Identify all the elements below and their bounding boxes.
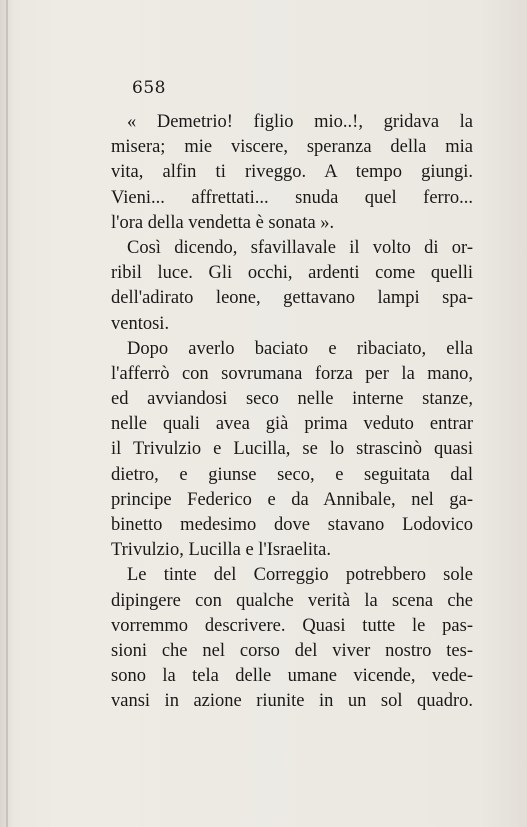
text-line: il Trivulzio e Lucilla, se lo strascinò quasi — [111, 439, 473, 460]
text-line: vorremmo descrivere. Quasi tutte le pas- — [111, 615, 473, 636]
text-line: dipingere con qualche verità la scena che — [111, 590, 473, 611]
text-line: l'afferrò con sovrumana forza per la mano, — [111, 363, 473, 384]
page-gutter — [6, 0, 8, 827]
text-line: Trivulzio, Lucilla e l'Israelita. — [111, 540, 331, 561]
text-line: Vieni... affrettati... snuda quel ferro... — [111, 187, 473, 208]
text-line: sioni che nel corso del viver nostro tes- — [111, 640, 473, 661]
text-line: dell'adirato leone, gettavano lampi spa- — [111, 288, 473, 309]
text-line: Le tinte del Correggio potrebbero sole — [127, 565, 473, 586]
page-number: 658 — [132, 78, 166, 98]
text-line: ventosi. — [111, 313, 170, 334]
text-line: Così dicendo, sfavillavale il volto di or- — [127, 237, 473, 258]
text-line: dietro, e giunse seco, e seguitata dal — [111, 464, 473, 485]
text-line: vita, alfin ti riveggo. A tempo giungi. — [111, 162, 473, 183]
text-line: l'ora della vendetta è sonata ». — [111, 212, 335, 233]
text-line: ribil luce. Gli occhi, ardenti come quelli — [111, 263, 473, 284]
text-line: misera; mie viscere, speranza della mia — [111, 137, 473, 158]
text-line: nelle quali avea già prima veduto entrar — [111, 414, 473, 435]
text-line: principe Federico e da Annibale, nel ga- — [111, 489, 473, 510]
text-line: « Demetrio! figlio mio..!, gridava la — [127, 112, 473, 132]
text-line: sono la tela delle umane vicende, vede- — [111, 666, 473, 687]
text-line: Dopo averlo baciato e ribaciato, ella — [127, 338, 473, 359]
text-line: binetto medesimo dove stavano Lodovico — [111, 515, 473, 535]
text-line: ed avviandosi seco nelle interne stanze, — [111, 389, 473, 410]
text-line: vansi in azione riunite in un sol quadro. — [111, 691, 473, 712]
body-text — [111, 110, 473, 715]
